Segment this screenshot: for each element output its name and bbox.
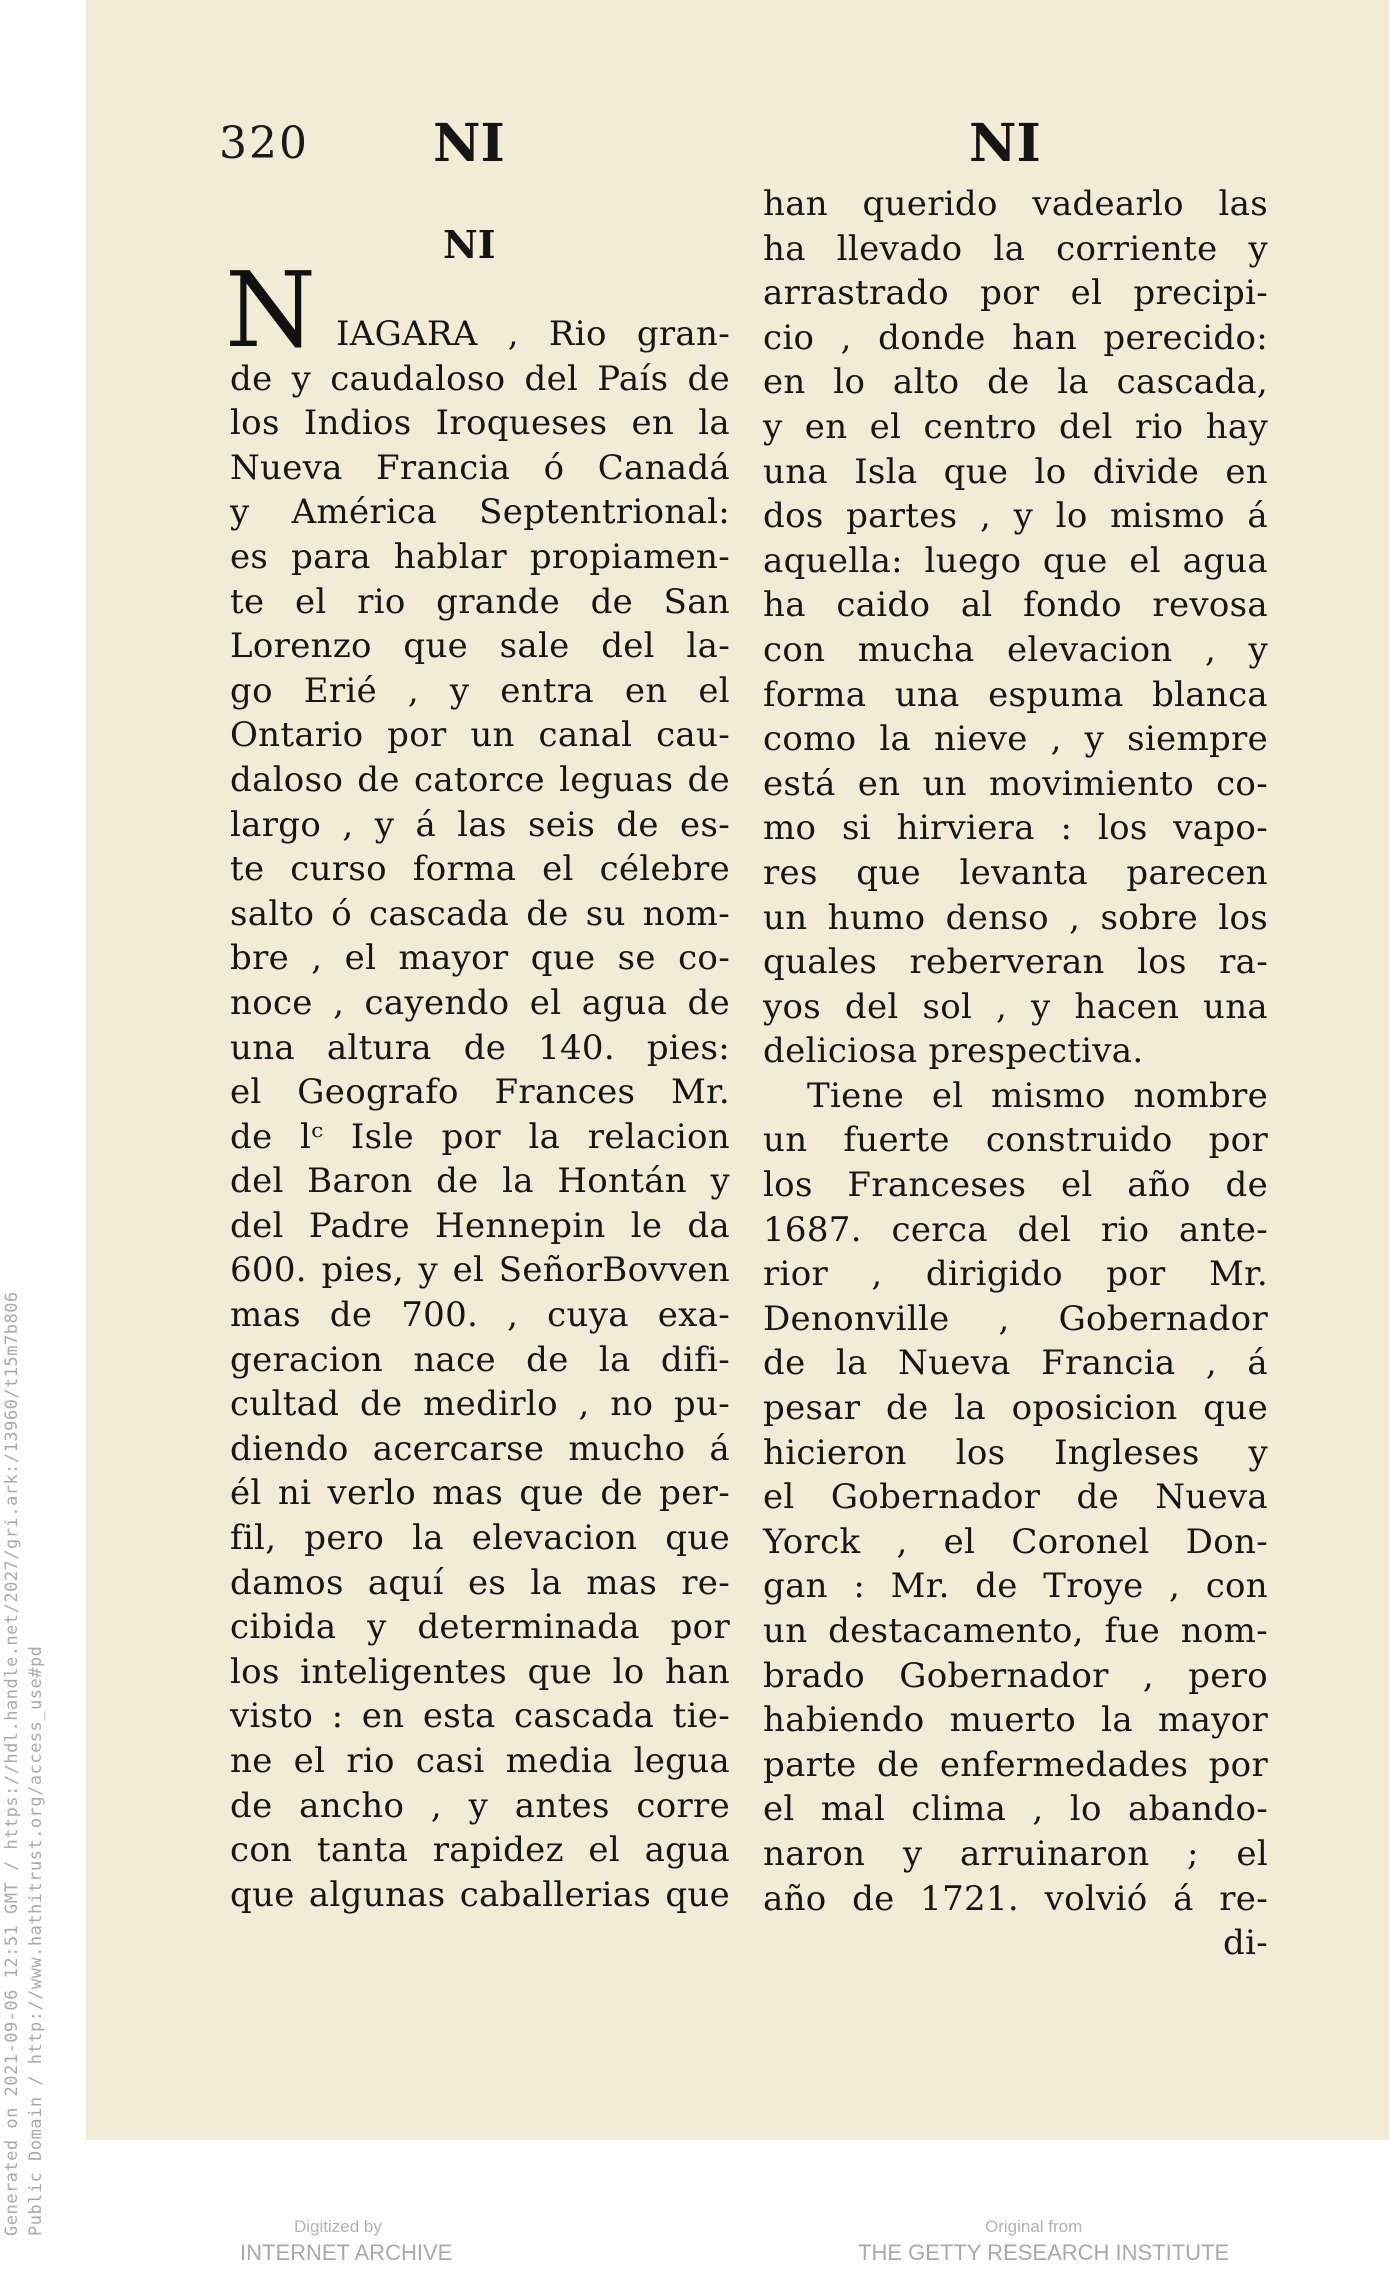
text-line: naron y arruinaron ; el [763,1833,1268,1874]
scanned-page [86,0,1389,2140]
text-line: 1687. cerca del rio ante- [763,1209,1268,1250]
text-line: habiendo muerto la mayor [763,1700,1268,1741]
text-line: que algunas caballerias que [230,1874,730,1915]
text-line: del Padre Hennepin le da [230,1205,730,1246]
text-line: un destacamento, fue nom- [763,1611,1268,1651]
text-line: de la Nueva Francia , á [763,1343,1268,1384]
text-line: Tiene el mismo nombre [807,1075,1268,1116]
text-line: es para hablar propiamen- [230,536,730,577]
text-line: de y caudaloso del País de [230,358,730,399]
opening-line-block [336,312,730,357]
original-from-label: Original from [985,2217,1083,2236]
text-line: y América Septentrional: [230,492,730,533]
text-line: pesar de la oposicion que [763,1388,1268,1429]
text-line: res que levanta parecen [763,852,1268,893]
text-line: gan : Mr. de Troye , con [763,1566,1268,1607]
text-line: los inteligentes que lo han [230,1651,730,1692]
hathitrust-margin-stamp [0,0,60,2271]
text-line: Nueva Francia ó Canadá [230,447,730,488]
text-line: arrastrado por el precipi- [763,273,1268,314]
text-line: te curso forma el célebre [230,849,730,890]
text-line: ne el rio casi media legua [230,1741,730,1781]
text-line: año de 1721. volvió á re- [763,1878,1268,1919]
text-line: bre , el mayor que se co- [230,938,730,979]
section-title: NI [443,222,496,267]
text-line: geracion nace de la difi- [230,1339,730,1380]
text-line: yos del sol , y hacen una [763,986,1268,1027]
left-text-column [230,357,730,1918]
text-line: con tanta rapidez el agua [230,1830,730,1871]
text-line: diendo acercarse mucho á [230,1428,730,1469]
text-line: de lᶜ Isle por la relacion [230,1116,730,1157]
text-line: con mucha elevacion , y [763,629,1268,670]
text-line: visto : en esta cascada tie- [230,1696,730,1737]
public-domain-stamp-line: Public Domain / http://www.hathitrust.org/access_use#pd [26,1645,46,2236]
text-line: él ni verlo mas que de per- [230,1473,730,1514]
text-line: ha llevado la corriente y [763,228,1268,269]
text-line: Denonville , Gobernador [763,1298,1268,1339]
text-line: un humo denso , sobre los [763,897,1268,938]
text-line: cultad de medirlo , no pu- [230,1384,730,1425]
text-line: como la nieve , y siempre [763,719,1268,760]
text-line: de ancho , y antes corre [230,1785,730,1826]
text-line: los Indios Iroqueses en la [230,403,730,444]
text-line: ha caido al fondo revosa [763,585,1268,626]
text-line: cibida y determinada por [230,1607,730,1648]
internet-archive-name: INTERNET ARCHIVE [240,2240,453,2265]
text-line: te el rio grande de San [230,581,730,622]
text-line: el Geografo Frances Mr. [230,1072,730,1113]
text-line: Ontario por un canal cau- [230,715,730,756]
text-line: fil, pero la elevacion que [230,1518,730,1559]
text-line: aquella: luego que el agua [763,540,1268,581]
text-line: quales reberveran los ra- [763,942,1268,983]
text-line: go Erié , y entra en el [230,670,730,711]
text-line: una Isla que lo divide en [763,451,1268,492]
running-head-left: NI [433,113,505,174]
text-line: una altura de 140. pies: [230,1027,730,1068]
text-line: el Gobernador de Nueva [763,1477,1268,1518]
text-line: el mal clima , lo abando- [763,1789,1268,1830]
digitized-by-label: Digitized by [294,2217,382,2236]
text-line: rior , dirigido por Mr. [763,1254,1268,1295]
generated-stamp-line: Generated on 2021-09-06 12:51 GMT / https://hdl.handle.net/2027/gri.ark:/13960/t15m7b806 [2,1291,22,2236]
text-line: deliciosa prespectiva. [763,1031,1144,1072]
getty-institute-name: THE GETTY RESEARCH INSTITUTE [858,2240,1230,2265]
text-line: mo si hirviera : los vapo- [763,808,1268,849]
text-line: daloso de catorce leguas de [230,759,730,800]
text-line: 600. pies, y el SeñorBovven [230,1250,730,1291]
text-line: está en un movimiento co- [763,763,1268,804]
text-line: hicieron los Ingleses y [763,1432,1268,1473]
text-line: en lo alto de la cascada, [763,362,1268,403]
text-line: brado Gobernador , pero [763,1655,1268,1696]
text-line: cio , donde han perecido: [763,317,1268,358]
text-line: Yorck , el Coronel Don- [763,1521,1268,1562]
text-line: di- [1222,1923,1268,1964]
text-line: largo , y á las seis de es- [230,804,730,845]
text-line: dos partes , y lo mismo á [763,496,1268,537]
page-number: 320 [219,118,309,169]
text-line: Lorenzo que sale del la- [230,626,730,667]
right-text-column [763,182,1268,1966]
running-head-right: NI [969,113,1041,174]
text-line: han querido vadearlo las [763,184,1268,224]
text-line: noce , cayendo el agua de [230,982,730,1023]
text-line: del Baron de la Hontán y [230,1161,730,1202]
text-line: los Franceses el año de [763,1165,1268,1206]
text-line: forma una espuma blanca [763,674,1268,715]
text-line: damos aquí es la mas re- [230,1562,730,1603]
text-line: IAGARA , Rio gran- [336,314,730,354]
text-line: parte de enfermedades por [763,1744,1268,1785]
text-line: mas de 700. , cuya exa- [230,1295,730,1336]
text-line: y en el centro del rio hay [763,406,1268,447]
text-line: salto ó cascada de su nom- [230,893,730,934]
text-line: un fuerte construido por [763,1120,1268,1161]
drop-cap: N [225,249,316,371]
